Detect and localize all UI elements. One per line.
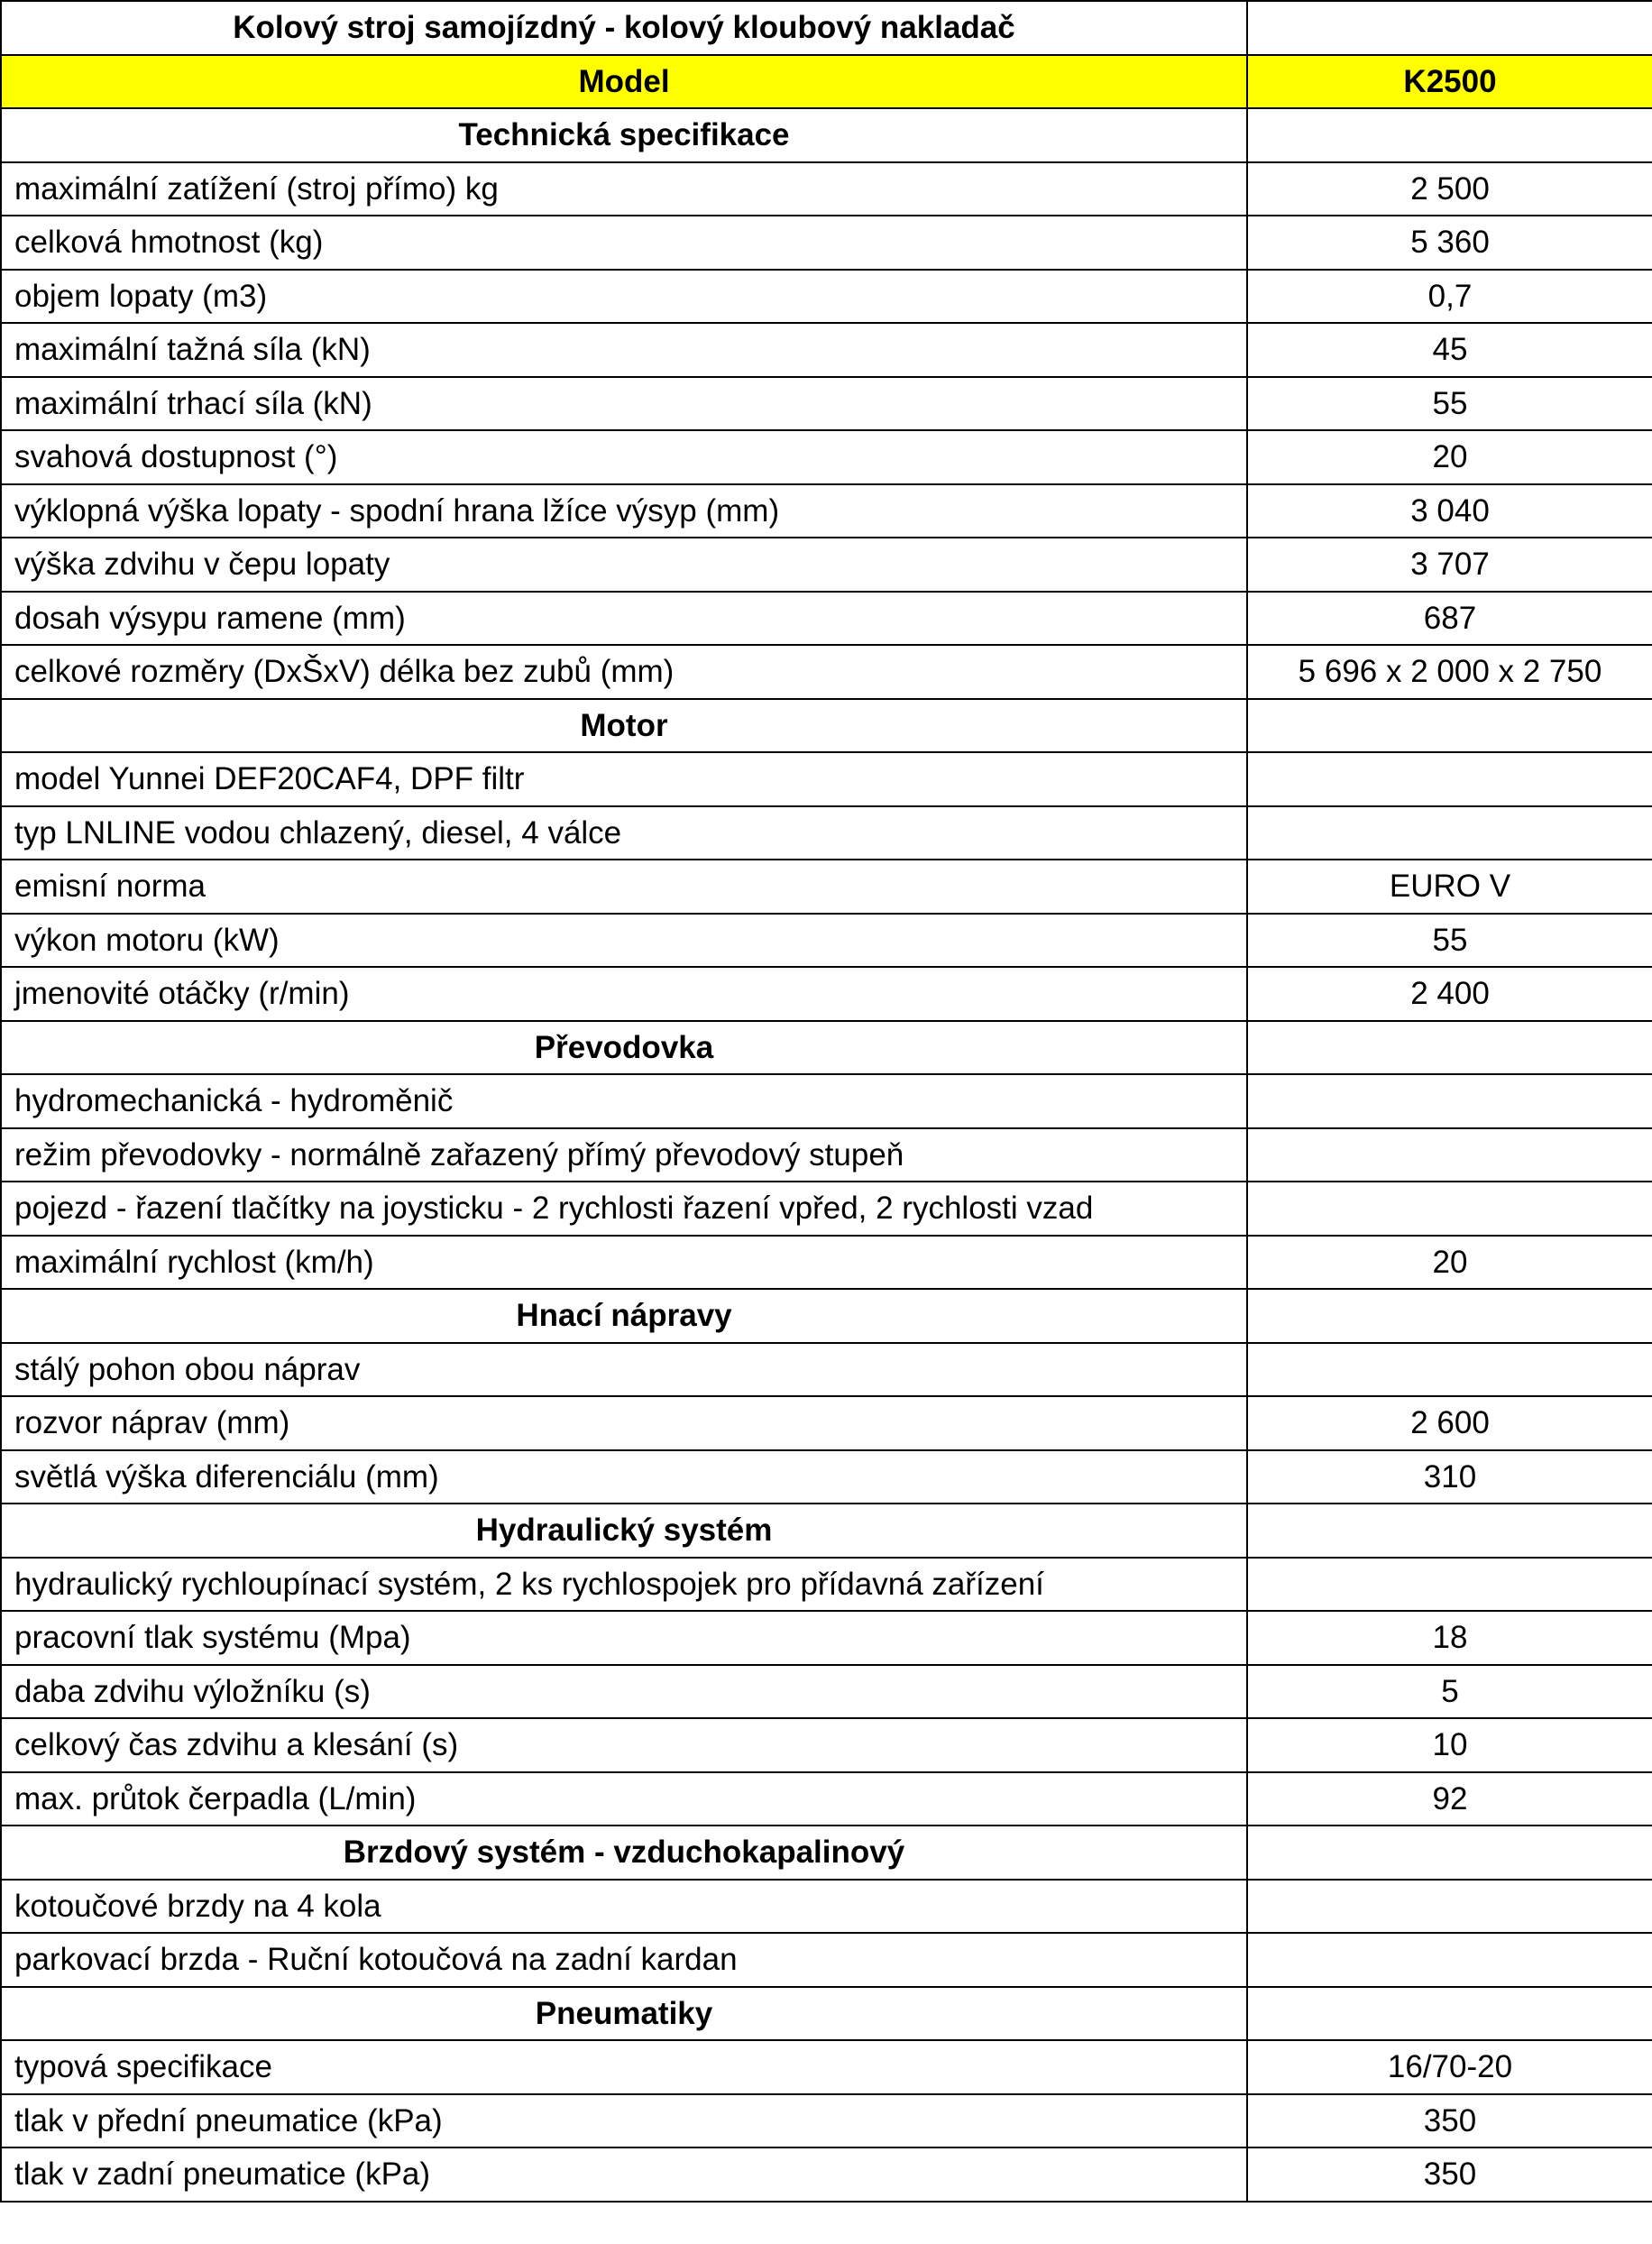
table-row (1, 1182, 1652, 1236)
row-value (1247, 1933, 1652, 1987)
row-label: tlak v přední pneumatice (kPa) (1, 2094, 1247, 2148)
table-row (1, 860, 1652, 914)
section-header-row (1, 1289, 1652, 1343)
row-value: 55 (1247, 377, 1652, 431)
table-row (1, 2147, 1652, 2202)
table-row (1, 914, 1652, 968)
section-header-value (1247, 1289, 1652, 1343)
table-row (1, 1718, 1652, 1772)
row-label: maximální zatížení (stroj přímo) kg (1, 162, 1247, 216)
section-header-label: Hydraulický systém (1, 1504, 1247, 1558)
row-label: hydromechanická - hydroměnič (1, 1074, 1247, 1128)
row-value (1247, 752, 1652, 806)
row-label: celkové rozměry (DxŠxV) délka bez zubů (mm) (1, 645, 1247, 699)
row-label: hydraulický rychloupínací systém, 2 ks rychlospojek pro přídavná zařízení (1, 1558, 1247, 1612)
section-header-value (1247, 1021, 1652, 1075)
section-header-row (1, 1987, 1652, 2041)
model-value: K2500 (1247, 55, 1652, 109)
section-header-value (1247, 1826, 1652, 1880)
row-value: 687 (1247, 592, 1652, 646)
section-header-value (1247, 1987, 1652, 2041)
table-row (1, 484, 1652, 538)
table-row (1, 1450, 1652, 1504)
spec-table-body (1, 1, 1652, 2202)
section-header-label: Pneumatiky (1, 1987, 1247, 2041)
section-header-row (1, 699, 1652, 753)
section-header-row (1, 1826, 1652, 1880)
row-label: kotoučové brzdy na 4 kola (1, 1880, 1247, 1934)
row-label: typ LNLINE vodou chlazený, diesel, 4 válce (1, 806, 1247, 860)
table-row (1, 1074, 1652, 1128)
table-row (1, 1611, 1652, 1665)
table-title: Kolový stroj samojízdný - kolový kloubový nakladač (1, 1, 1247, 55)
table-row (1, 1772, 1652, 1826)
row-label: dosah výsypu ramene (mm) (1, 592, 1247, 646)
row-label: celková hmotnost (kg) (1, 216, 1247, 270)
row-value: 5 (1247, 1665, 1652, 1719)
row-label: svahová dostupnost (°) (1, 430, 1247, 484)
row-label: režim převodovky - normálně zařazený přímý převodový stupeň (1, 1128, 1247, 1182)
row-label: rozvor náprav (mm) (1, 1396, 1247, 1450)
row-value: 10 (1247, 1718, 1652, 1772)
row-value: 55 (1247, 914, 1652, 968)
section-header-value (1247, 699, 1652, 753)
table-row (1, 216, 1652, 270)
section-header-label: Převodovka (1, 1021, 1247, 1075)
row-value: 18 (1247, 1611, 1652, 1665)
row-value: 0,7 (1247, 270, 1652, 324)
row-value (1247, 1182, 1652, 1236)
table-row (1, 2040, 1652, 2094)
row-value: 2 600 (1247, 1396, 1652, 1450)
row-label: objem lopaty (m3) (1, 270, 1247, 324)
table-row (1, 1128, 1652, 1182)
table-row (1, 645, 1652, 699)
row-value (1247, 1343, 1652, 1397)
section-header-label: Motor (1, 699, 1247, 753)
row-value: 92 (1247, 1772, 1652, 1826)
row-value (1247, 1074, 1652, 1128)
row-label: emisní norma (1, 860, 1247, 914)
section-header-label: Hnací nápravy (1, 1289, 1247, 1343)
row-label: jmenovité otáčky (r/min) (1, 967, 1247, 1021)
row-label: model Yunnei DEF20CAF4, DPF filtr (1, 752, 1247, 806)
table-row (1, 1236, 1652, 1290)
row-value: 45 (1247, 323, 1652, 377)
table-row (1, 323, 1652, 377)
section-header-value (1247, 1504, 1652, 1558)
row-label: max. průtok čerpadla (L/min) (1, 1772, 1247, 1826)
row-value: 16/70-20 (1247, 2040, 1652, 2094)
row-value: 20 (1247, 430, 1652, 484)
row-value: 2 500 (1247, 162, 1652, 216)
row-value (1247, 1558, 1652, 1612)
table-row (1, 592, 1652, 646)
row-value: 5 696 x 2 000 x 2 750 (1247, 645, 1652, 699)
table-row (1, 1933, 1652, 1987)
section-header-value (1247, 108, 1652, 162)
row-label: výkon motoru (kW) (1, 914, 1247, 968)
row-value: 20 (1247, 1236, 1652, 1290)
row-label: výška zdvihu v čepu lopaty (1, 538, 1247, 592)
table-row (1, 2094, 1652, 2148)
table-row (1, 270, 1652, 324)
section-header-row (1, 1021, 1652, 1075)
table-row (1, 1396, 1652, 1450)
table-row (1, 377, 1652, 431)
row-label: maximální rychlost (km/h) (1, 1236, 1247, 1290)
table-row (1, 1558, 1652, 1612)
section-header-label: Technická specifikace (1, 108, 1247, 162)
table-row (1, 162, 1652, 216)
row-label: pracovní tlak systému (Mpa) (1, 1611, 1247, 1665)
row-label: tlak v zadní pneumatice (kPa) (1, 2147, 1247, 2202)
section-header-label: Brzdový systém - vzduchokapalinový (1, 1826, 1247, 1880)
row-label: pojezd - řazení tlačítky na joysticku - 2 rychlosti řazení vpřed, 2 rychlosti vzad (1, 1182, 1247, 1236)
model-row (1, 55, 1652, 109)
row-label: výklopná výška lopaty - spodní hrana lžíce výsyp (mm) (1, 484, 1247, 538)
row-label: maximální tažná síla (kN) (1, 323, 1247, 377)
row-value: EURO V (1247, 860, 1652, 914)
title-row (1, 1, 1652, 55)
row-label: daba zdvihu výložníku (s) (1, 1665, 1247, 1719)
table-row (1, 538, 1652, 592)
row-label: stálý pohon obou náprav (1, 1343, 1247, 1397)
row-value (1247, 806, 1652, 860)
row-value: 3 040 (1247, 484, 1652, 538)
table-row (1, 430, 1652, 484)
table-row (1, 752, 1652, 806)
table-row (1, 1343, 1652, 1397)
table-row (1, 1880, 1652, 1934)
section-header-row (1, 1504, 1652, 1558)
row-value: 3 707 (1247, 538, 1652, 592)
row-label: parkovací brzda - Ruční kotoučová na zadní kardan (1, 1933, 1247, 1987)
table-row (1, 1665, 1652, 1719)
table-row (1, 806, 1652, 860)
row-value: 310 (1247, 1450, 1652, 1504)
row-value (1247, 1880, 1652, 1934)
table-title-value (1247, 1, 1652, 55)
row-value: 2 400 (1247, 967, 1652, 1021)
table-row (1, 967, 1652, 1021)
model-label: Model (1, 55, 1247, 109)
row-label: světlá výška diferenciálu (mm) (1, 1450, 1247, 1504)
row-value: 350 (1247, 2094, 1652, 2148)
row-label: typová specifikace (1, 2040, 1247, 2094)
section-header-row (1, 108, 1652, 162)
row-label: maximální trhací síla (kN) (1, 377, 1247, 431)
row-label: celkový čas zdvihu a klesání (s) (1, 1718, 1247, 1772)
row-value (1247, 1128, 1652, 1182)
row-value: 350 (1247, 2147, 1652, 2202)
row-value: 5 360 (1247, 216, 1652, 270)
